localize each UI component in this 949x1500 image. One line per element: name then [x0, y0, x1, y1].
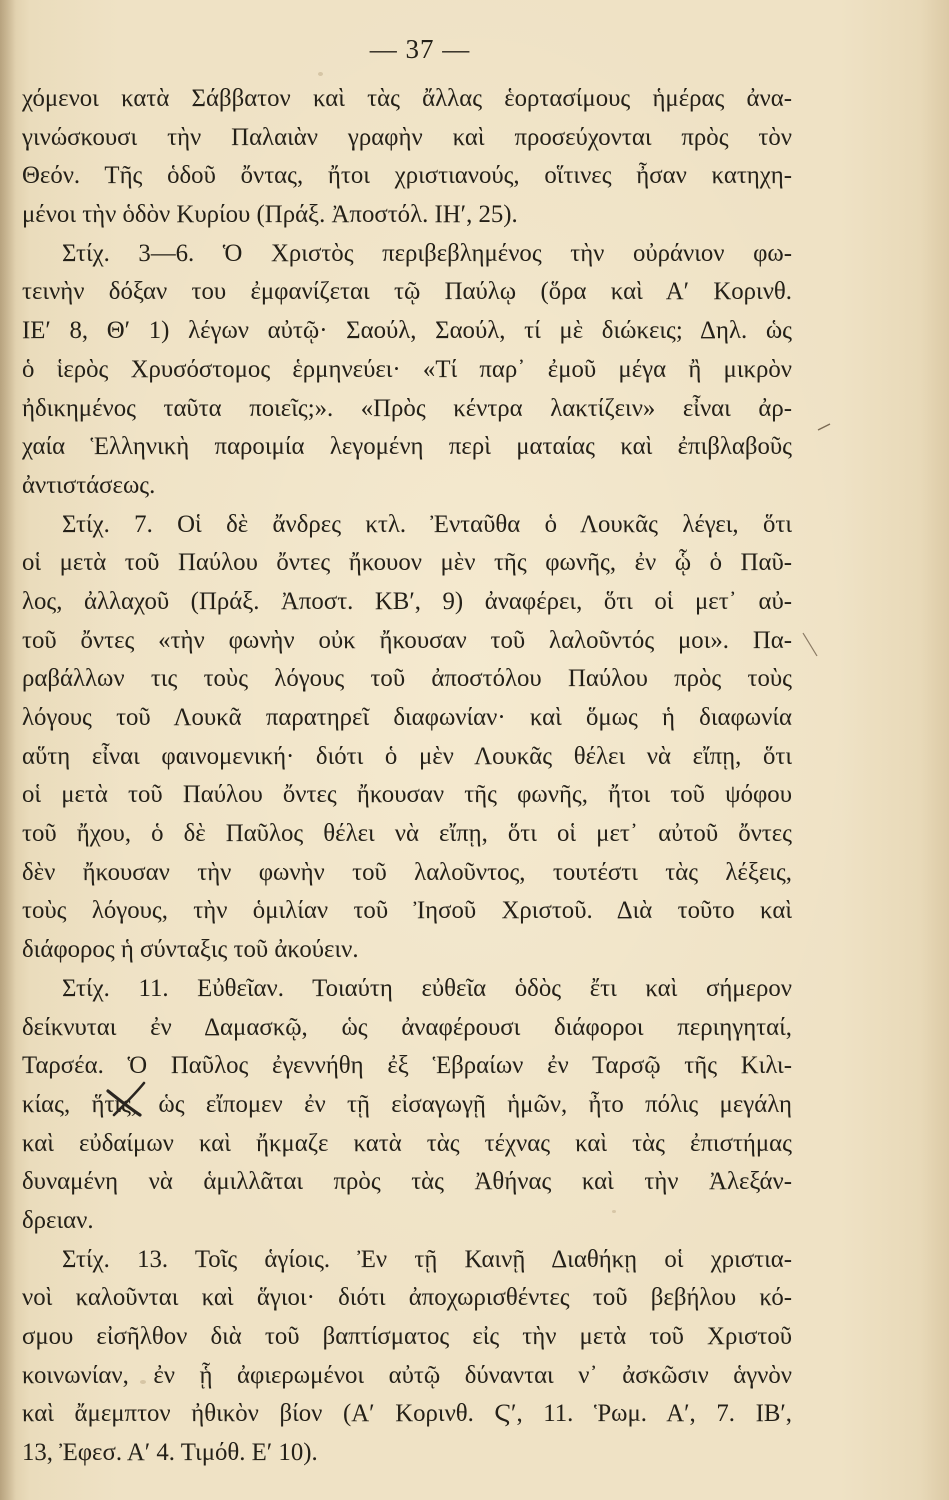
text-line: Στίχ. 13. Τοῖς ἁγίοις. Ἐν τῇ Καινῇ Διαθήκῃ οἱ χριστια-	[62, 1245, 792, 1273]
text-line: Ταρσέα. Ὁ Παῦλος ἐγεννήθη ἐξ Ἑβραίων ἐν Ταρσῷ τῆς Κιλι-	[22, 1052, 792, 1080]
text-line: σμου εἰσῆλθον διὰ τοῦ βαπτίσματος εἰς τὴν μετὰ τοῦ Χριστοῦ	[22, 1323, 792, 1350]
paper-speck	[140, 1380, 146, 1384]
page-number: — 37 —	[369, 34, 471, 64]
text-line: Στίχ. 7. Οἱ δὲ ἄνδρες κτλ. Ἐνταῦθα ὁ Λουκᾶς λέγει, ὅτι	[62, 510, 792, 538]
pencil-cross-mark-icon	[104, 1079, 150, 1119]
text-line: ἀντιστάσεως.	[22, 471, 156, 499]
margin-pencil-mark-icon	[800, 630, 820, 660]
text-line: λος, ἀλλαχοῦ (Πράξ. Ἀποστ. ΚΒʹ, 9) ἀναφέρει, ὅτι οἱ μετ᾿ αὐ-	[22, 587, 792, 615]
text-line: καὶ ἄμεμπτον ἠθικὸν βίον (Αʹ Κορινθ. Ϛʹ, 11. Ῥωμ. Αʹ, 7. ΙΒʹ,	[22, 1400, 792, 1428]
text-line: δὲν ἤκουσαν τὴν φωνὴν τοῦ λαλοῦντος, τουτέστι τὰς λέξεις,	[22, 858, 792, 886]
text-line: δείκνυται ἐν Δαμασκῷ, ὡς ἀναφέρουσι διάφοροι περιηγηταί,	[22, 1013, 792, 1041]
text-line: κίας, ἥτις, ὡς εἴπομεν ἐν τῇ εἰσαγωγῇ ἡμῶν, ἦτο πόλις μεγάλη	[22, 1090, 792, 1118]
text-line: ΙΕʹ 8, Θʹ 1) λέγων αὐτῷ· Σαούλ, Σαούλ, τί μὲ διώκεις; Δηλ. ὡς	[22, 317, 792, 345]
text-line: ὁ ἱερὸς Χρυσόστομος ἑρμηνεύει· «Τί παρ᾿ ἐμοῦ μέγα ἢ μικρὸν	[22, 355, 792, 383]
paper-speck	[318, 72, 323, 76]
margin-tick-icon	[816, 420, 832, 434]
text-line: αὕτη εἶναι φαινομενική· διότι ὁ μὲν Λουκᾶς θέλει νὰ εἴπῃ, ὅτι	[22, 742, 792, 770]
text-line: οἱ μετὰ τοῦ Παύλου ὄντες ἤκουσαν τῆς φωνῆς, ἤτοι τοῦ ψόφου	[22, 781, 792, 809]
text-line: ραβάλλων τις τοὺς λόγους τοῦ ἀποστόλου Παύλου πρὸς τοὺς	[22, 665, 792, 693]
text-line: 13, Ἐφεσ. Αʹ 4. Τιμόθ. Εʹ 10).	[22, 1439, 318, 1467]
text-line: μένοι τὴν ὁδὸν Κυρίου (Πράξ. Ἀποστόλ. ΙΗʹ, 25).	[22, 201, 518, 229]
text-line: Θεόν. Τῆς ὁδοῦ ὄντας, ἤτοι χριστιανούς, οἵτινες ἦσαν κατηχη-	[22, 162, 792, 190]
text-line: χαία Ἑλληνικὴ παροιμία λεγομένη περὶ ματαίας καὶ ἐπιβλαβοῦς	[22, 433, 792, 461]
text-line: κοινωνίαν, ἐν ᾗ ἀφιερωμένοι αὐτῷ δύνανται ν᾿ ἀσκῶσιν ἁγνὸν	[22, 1361, 792, 1389]
text-line: τεινὴν δόξαν του ἐμφανίζεται τῷ Παύλῳ (ὅρα καὶ Αʹ Κορινθ.	[22, 278, 792, 306]
text-line: δρειαν.	[22, 1206, 94, 1234]
text-line: τοὺς λόγους, τὴν ὁμιλίαν τοῦ Ἰησοῦ Χριστοῦ. Διὰ τοῦτο καὶ	[22, 897, 792, 925]
text-line: γινώσκουσι τὴν Παλαιὰν γραφὴν καὶ προσεύχονται πρὸς τὸν	[22, 123, 792, 151]
text-line: οἱ μετὰ τοῦ Παύλου ὄντες ἤκουον μὲν τῆς φωνῆς, ἐν ᾧ ὁ Παῦ-	[22, 549, 792, 577]
text-line: Στίχ. 11. Εὐθεῖαν. Τοιαύτη εὐθεῖα ὁδὸς ἔτι καὶ σήμερον	[62, 974, 792, 1002]
text-line: λόγους τοῦ Λουκᾶ παρατηρεῖ διαφωνίαν· καὶ ὅμως ἡ διαφωνία	[22, 704, 792, 731]
text-line: ἠδικημένος ταῦτα ποιεῖς;». «Πρὸς κέντρα λακτίζειν» εἶναι ἀρ-	[22, 394, 792, 422]
body-text	[22, 80, 792, 1473]
text-line: τοῦ ὄντες «τὴν φωνὴν οὐκ ἤκουσαν τοῦ λαλοῦντός μοι». Πα-	[22, 626, 792, 654]
text-line: τοῦ ἤχου, ὁ δὲ Παῦλος θέλει νὰ εἴπῃ, ὅτι οἱ μετ᾿ αὐτοῦ ὄντες	[22, 820, 792, 848]
text-line: καὶ εὐδαίμων καὶ ἤκμαζε κατὰ τὰς τέχνας καὶ τὰς ἐπιστήμας	[22, 1129, 792, 1157]
text-line: διάφορος ἡ σύνταξις τοῦ ἀκούειν.	[22, 936, 359, 964]
text-line: χόμενοι κατὰ Σάββατον καὶ τὰς ἄλλας ἑορτασίμους ἡμέρας ἀνα-	[22, 85, 792, 112]
text-line: Στίχ. 3—6. Ὁ Χριστὸς περιβεβλημένος τὴν οὐράνιον φω-	[62, 239, 792, 267]
paper-speck	[612, 1210, 616, 1213]
text-line: νοὶ καλοῦνται καὶ ἅγιοι· διότι ἀποχωρισθέντες τοῦ βεβήλου κό-	[22, 1284, 792, 1312]
text-line: δυναμένη νὰ ἁμιλλᾶται πρὸς τὰς Ἀθήνας καὶ τὴν Ἀλεξάν-	[22, 1168, 792, 1196]
page-edge-shadow	[0, 0, 16, 1500]
